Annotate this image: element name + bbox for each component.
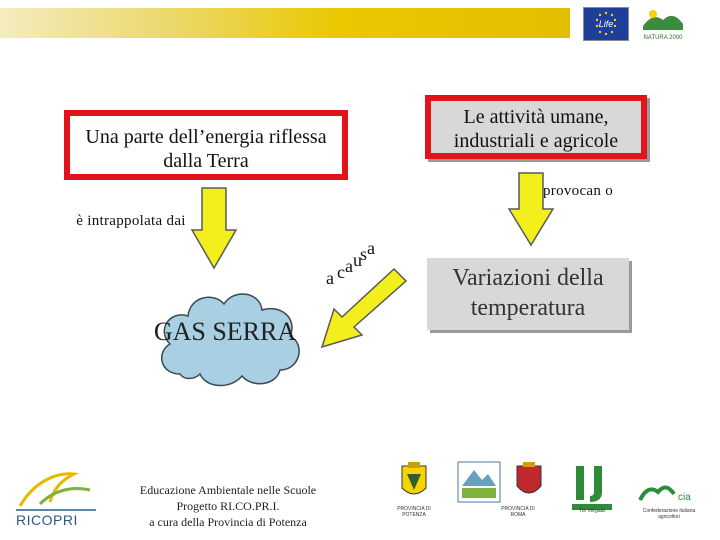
causa-letter: a: [367, 238, 375, 258]
greenhouse-gas-label: GAS SERRA: [153, 317, 297, 346]
tor-vergata-logo: [568, 460, 616, 512]
footer-credits: [110, 482, 346, 530]
causa-letter: a: [345, 256, 353, 276]
left-down-arrow: [190, 186, 238, 270]
temperature-variations-box: [427, 258, 629, 330]
cia-logo: [636, 482, 696, 506]
footer-line-3: a cura della Provincia di Potenza: [149, 515, 307, 529]
causa-letter: c: [337, 262, 345, 282]
energy-reflected-box: [64, 110, 348, 180]
human-activities-text: Le attività umane, industriali e agricole: [453, 106, 619, 152]
svg-text:cia: cia: [678, 492, 691, 503]
eu-life-logo: [583, 7, 629, 41]
provincia-roma-crest: [514, 462, 544, 502]
causa-letter: u: [353, 250, 362, 270]
provincia-potenza-crest: [394, 460, 434, 504]
partner-caption: Tor Vergata: [579, 508, 605, 514]
cause-label: provocan o: [542, 183, 614, 199]
footer-line-1: Educazione Ambientale nelle Scuole: [139, 483, 317, 497]
causa-letter: a: [326, 268, 334, 288]
partner-caption: Confederazione italiana agricoltori: [642, 508, 696, 520]
right-down-arrow: [507, 171, 555, 247]
provincia-roma-logo: [456, 460, 502, 504]
natura-logo-text: NATURA 2000: [643, 35, 683, 41]
temperature-variations-text: Variazioni della temperatura: [452, 265, 604, 321]
causa-letter: s: [360, 244, 368, 264]
natura-2000-logo: [639, 4, 687, 42]
partner-caption: PROVINCIA DI ROMA: [501, 506, 535, 518]
header-banner: [0, 8, 570, 38]
diagonal-arrow: [300, 265, 410, 355]
ricopri-wordmark: RICOPRI: [16, 512, 78, 528]
trapped-by-label: è intrappolata dai: [76, 213, 186, 229]
footer-line-2: Progetto RI.CO.PR.I.: [176, 499, 280, 513]
partner-caption: PROVINCIA DI POTENZA: [397, 506, 431, 518]
human-activities-box: [425, 95, 647, 159]
energy-reflected-text: Una parte dell’energia riflessa dalla Terra: [85, 126, 327, 172]
life-logo-text: Life: [598, 19, 614, 29]
